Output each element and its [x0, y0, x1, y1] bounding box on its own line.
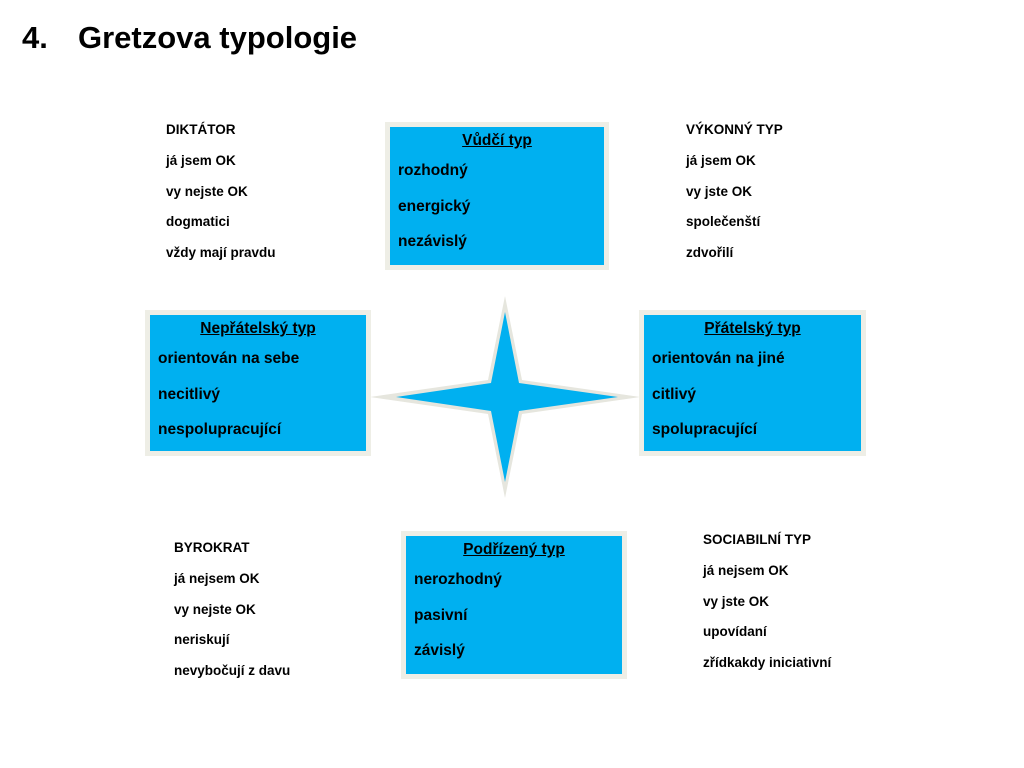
- box-line: pasivní: [414, 606, 468, 624]
- star-shape: [396, 312, 618, 482]
- title-text: Gretzova typologie: [78, 20, 358, 55]
- note-line: já jsem OK: [166, 152, 236, 168]
- note-bottom-left: [174, 533, 290, 687]
- box-line: orientován na jiné: [652, 350, 785, 367]
- box-heading: Přátelský typ: [704, 320, 801, 337]
- box-line: rozhodný: [398, 162, 468, 179]
- note-line: upovídaní: [703, 624, 767, 640]
- note-line: zdvořilí: [686, 245, 734, 261]
- title-number: 4.: [22, 20, 48, 55]
- note-line: BYROKRAT: [174, 540, 250, 555]
- box-line: nezávislý: [398, 233, 467, 250]
- box-line: nerozhodný: [414, 571, 502, 588]
- note-line: SOCIABILNÍ TYP: [703, 532, 812, 547]
- note-line: vy nejste OK: [166, 183, 248, 199]
- box-right: [639, 310, 866, 456]
- note-line: společenští: [686, 214, 761, 230]
- note-line: zřídkakdy iniciativní: [703, 655, 832, 671]
- note-line: DIKTÁTOR: [166, 122, 236, 137]
- box-line: citlivý: [652, 385, 696, 403]
- note-line: nevybočují z davu: [174, 663, 291, 679]
- box-heading: Nepřátelský typ: [200, 320, 316, 337]
- box-line: orientován na sebe: [158, 350, 300, 367]
- note-line: já nejsem OK: [703, 562, 789, 578]
- note-top-right: [686, 115, 783, 269]
- note-line: VÝKONNÝ TYP: [686, 122, 783, 137]
- box-heading: Vůdčí typ: [462, 132, 532, 149]
- box-line: závislý: [414, 642, 465, 659]
- note-line: já jsem OK: [686, 152, 756, 168]
- note-line: dogmatici: [166, 214, 230, 230]
- note-line: vy jste OK: [703, 593, 770, 609]
- note-line: neriskují: [174, 632, 230, 648]
- box-heading: Podřízený typ: [463, 541, 565, 558]
- box-line: energický: [398, 197, 471, 215]
- note-top-left: [166, 115, 276, 269]
- box-line: necitlivý: [158, 385, 221, 403]
- box-line: nespolupracující: [158, 421, 282, 438]
- box-left: [145, 310, 371, 456]
- box-bottom: [401, 531, 627, 679]
- note-line: vždy mají pravdu: [166, 245, 276, 261]
- note-line: vy jste OK: [686, 183, 753, 199]
- note-bottom-right: [703, 525, 831, 679]
- note-line: vy nejste OK: [174, 601, 256, 617]
- note-line: já nejsem OK: [174, 570, 260, 586]
- box-top: [385, 122, 609, 270]
- box-line: spolupracující: [652, 421, 758, 438]
